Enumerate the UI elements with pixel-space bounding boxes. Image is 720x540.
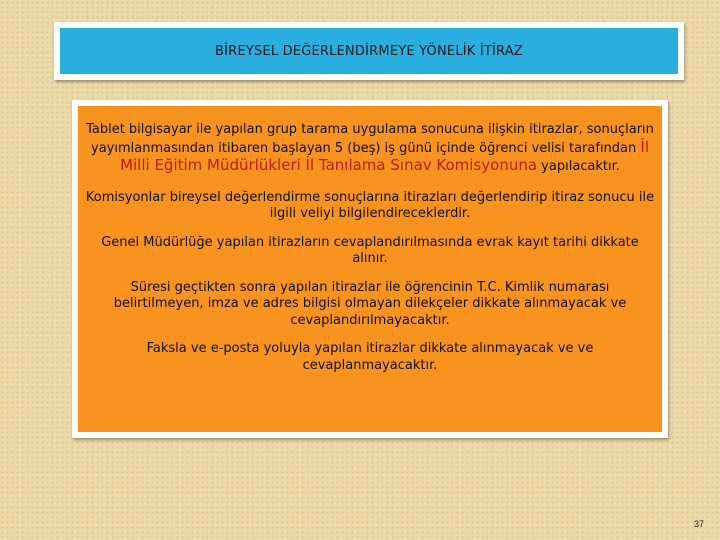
slide-title: BİREYSEL DEĞERLENDİRMEYE YÖNELİK İTİRAZ <box>215 43 523 59</box>
paragraph-fax-email: Faksla ve e-posta yoluyla yapılan itirazlar dikkate alınmayacak ve ve cevaplanmayacaktır. <box>146 341 594 373</box>
content-frame <box>72 100 668 438</box>
highlight-commission: İl Milli Eğitim Müdürlükleri İl Tanılama Sınav Komisyonuna <box>120 137 649 174</box>
paragraph-commission: Komisyonlar bireysel değerlendirme sonuçlarına itirazları değerlendirip itiraz sonucu ile ilgili veliyi bilgilendireceklerdir. <box>85 189 655 221</box>
title-frame <box>54 22 684 80</box>
paragraph-deadline-text: Tablet bilgisayar ile yapılan grup tarama uygulama sonucuna ilişkin itirazlar, sonuçların yayımlanmasından itibaren başlayan 5 (beş) iş günü içinde öğrenci velisi tarafından <box>86 122 654 156</box>
page-number: 37 <box>693 519 704 529</box>
title-banner <box>60 28 678 74</box>
paragraph-late-objections: Süresi geçtikten sonra yapılan itirazlar ile öğrencinin T.C. Kimlik numarası belirtilmeyen, imza ve adres bilgisi olmayan dilekçeler dikkate alınmayacak ve cevaplandırılmayacaktır. <box>113 279 627 328</box>
content-panel <box>78 106 662 432</box>
paragraph-general-directorate: Genel Müdürlüğe yapılan itirazların cevaplandırılmasında evrak kayıt tarihi dikkate alınır. <box>101 234 639 266</box>
paragraph-deadline-end: yapılacaktır. <box>537 159 620 174</box>
paragraph-deadline <box>84 122 656 176</box>
